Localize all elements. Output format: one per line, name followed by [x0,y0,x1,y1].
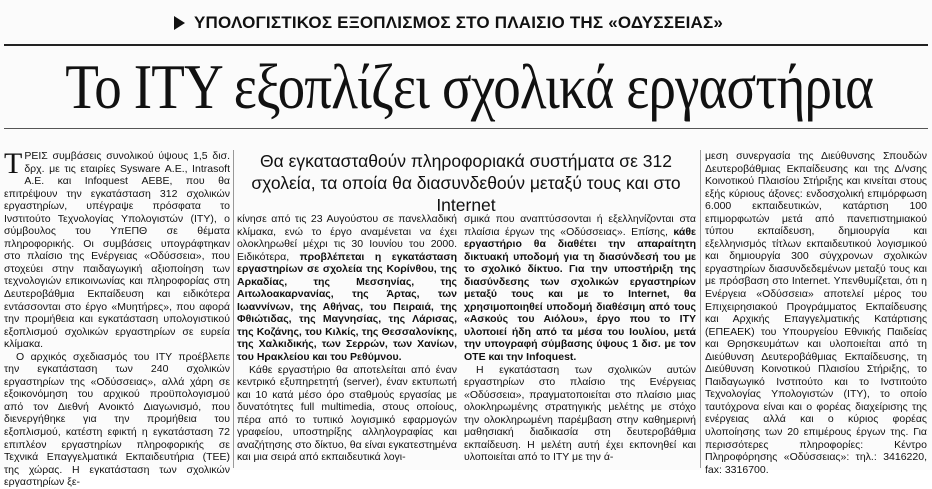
column-divider [233,150,234,468]
column-3-paragraph-2: Η εγκατάσταση των σχολικών αυτών εργαστηρίων στο πλαίσιο της Ενέργειας «Οδύσσεια», πραγματοποιείται στο πλαίσιο μιας ολοκληρωμένης στρατηγικής μελέτης με στόχο την ολοκληρωμένη παρέμβαση στην καθημερινή μαθησιακή διαδικασία στη δευτεροβάθμια εκπαίδευση. Η μελέτη αυτή έχει εκπονηθεί και υλοποιείται από το ΙΤΥ με την ά- [464,363,696,464]
column-3-text-1b: κάθε εργαστήριο θα διαθέτει την απαραίτητη δικτυακή υποδομή για τη διασύνδεσή του με το σχολικό δίκτυο. Για την υποστήριξη της διασύνδεσης των σχολικών εργαστηρίων μεταξύ τους και με το Internet, θα χρησιμοποιηθεί υποδομή διαθέσιμη από τους «Ασκούς του Αιόλου», έργο που το ΙΤΥ υλοποιεί ήδη από τα μέσα του Ιουλίου, μετά την υπογραφή σύμβασης ύψους 1 δισ. με τον ΟΤΕ και την Infoquest. [464,225,696,364]
column-3-text-1a: σμικά που αναπτύσσονται ή εξελληνίζονται στα πλαίσια έργων της «Οδύσσειας». Επίσης, [464,213,696,238]
column-divider [700,150,701,468]
column-2-text-1a: κίνησε από τις 23 Αυγούστου σε πανελλαδική κλίμακα, ενώ το έργο αναμένεται να έχει ολοκληρωθεί μέχρι τις 30 Ιουνίου του 2000. Ειδικότερα, [237,213,457,263]
headline: Το ΙΤΥ εξοπλίζει σχολικά εργαστήρια [65,51,874,122]
triangle-bullet-icon [174,16,185,30]
article-column-1 [4,147,230,489]
article-column-3 [464,213,696,464]
column-3-paragraph-1 [464,213,696,364]
column-2-text-1b: προβλέπεται η εγκατάσταση εργαστηρίων σε σχολεία της Κορίνθου, της Αρκαδίας, της Μεσσηνίας, της Αιτωλοακαρνανίας, της Άρτας, των Ιωαννίνων, της Αθήνας, του Πειραιά, της Φθιώτιδας, της Μαγνησίας, της Λάρισας, της Κοζάνης, του Κιλκίς, της Θεσσαλονίκης, της Χαλκιδικής, των Σερρών, των Χανίων, του Ηρακλείου και του Ρεθύμνου. [237,250,457,364]
article-column-4 [705,150,927,476]
headline-divider [4,128,928,129]
article-column-2 [237,213,457,464]
top-divider [4,44,928,46]
column-2-paragraph-2: Κάθε εργαστήριο θα αποτελείται από έναν κεντρικό εξυπηρετητή (server), έναν εκτυπωτή και 10 κατά μέσο όρο σταθμούς εργασίας με δυνατότητες full multimedia, στους οποίους, πέρα από το τυπικό λογισμικό εφαρμογών γραφείου, υποστηρίξης αλληλογραφίας και αναζήτησης στο δίκτυο, θα είναι εγκατεστημένα και μια σειρά από εκπαιδευτικά λογι- [237,363,457,464]
section-kicker [174,12,764,34]
column-4-paragraph-1: μεση συνεργασία της Διεύθυνσης Σπουδών Δευτεροβάθμιας Εκπαίδευσης και της Δ/νσης Κοινοτικού Πλαισίου Στήριξης και κινείται στους εξής κύριους άξονες: ενδοσχολική επιμόρφωση 6.000 εκπαιδευτικών, κατάρτιση 100 επιμορφωτών μετά από πανεπιστημιακού τύπου εκπαίδευση, δημιουργία και εξελληνισμός τίτλων εκπαιδευτικού λογισμικού και δημιουργία 300 σύγχρονων σχολικών εργαστηρίων διασυνδεδεμένων μεταξύ τους και με πρόσβαση στο Internet. Υπενθυμίζεται, ότι η Ενέργεια «Οδύσσεια» αποτελεί μέρος του Επιχειρησιακού Προγράμματος Εκπαίδευσης και Αρχικής Επαγγελματικής Κατάρτισης (ΕΠΕΑΕΚ) του Υπουργείου Εθνικής Παιδείας και Θρησκευμάτων και υλοποιείται από τη Διεύθυνση Δευτεροβάθμιας Εκπαίδευσης, τη Διεύθυνση Κοινοτικού Πλαισίου Στήριξης, το Παιδαγωγικό Ινστιτούτο και το Ινστιτούτο Τεχνολογίας Υπολογιστών (ΙΤΥ), το οποίο ταυτόχρονα είναι και ο φορέας διαχείρισης της ενέργειας αλλά και ο κύριος φορέας υλοποίησης των 20 επιμέρους έργων της. Για περισσότερες πληροφορίες: Κέντρο Πληροφόρησης «Οδύσσειας»: τηλ.: 3416220, fax: 3316700. [705,150,927,476]
column-1-text-1: ΡΕΙΣ συμβάσεις συνολικού ύψους 1,5 δισ. δρχ. με τις εταιρίες Sysware Α.Ε., Intrasoft Α.Ε. και Infoquest ΑΕΒΕ, που θα επιτρέψουν την εγκατάσταση 312 σχολικών εργαστηρίων, υπέγραψε πρόσφατα το Ινστιτούτο Τεχνολογίας Υπολογιστών (ΙΤΥ), ο σύμβουλος του ΥπΕΠΘ σε θέματα πληροφορικής. Οι συμβάσεις υπογράφτηκαν στο πλαίσιο της Ενέργειας «Οδύσσεια», που στοχεύει στην παιδαγωγική αξιοποίηση των τεχνολογιών επικοινωνίας και πληροφορίας στη Δευτεροβάθμια Εκπαίδευση και ειδικότερα εντάσσονται στο έργο «Μυητήρες», που αφορά την προμήθεια και εγκατάσταση υπολογιστικού εξοπλισμού σχολικών εργαστηρίων σε ευρεία κλίμακα. [4,150,230,351]
drop-cap: Τ [4,147,23,180]
column-1-paragraph-2: Ο αρχικός σχεδιασμός του ΙΤΥ προέβλεπε την εγκατάσταση των 240 σχολικών εργαστηρίων της «Οδύσσειας», αλλά χάρη σε εξοικονόμηση του αρχικού προϋπολογισμού από τον Διεθνή Ανοικτό Διαγωνισμό, που διενεργήθηκε για την προμήθεια του εξοπλισμού, κατέστη εφικτή η εγκατάσταση 72 επιπλέον εργαστηρίων πληροφορικής σε Τεχνικά Επαγγελματικά Εκπαιδευτήρια (ΤΕΕ) της χώρας. Η εγκατάσταση των σχολικών εργαστηρίων ξε- [4,350,230,489]
column-2-paragraph-1 [237,213,457,364]
column-1-paragraph-1 [4,147,230,351]
subheadline: Θα εγκατασταθούν πληροφοριακά συστήματα σε 312 σχολεία, τα οποία θα διασυνδεθούν μεταξύ τους και στο Internet [251,151,681,215]
kicker-text: ΥΠΟΛΟΓΙΣΤΙΚΟΣ ΕΞΟΠΛΙΣΜΟΣ ΣΤΟ ΠΛΑΙΣΙΟ ΤΗΣ «ΟΔΥΣΣΕΙΑΣ» [194,13,724,32]
